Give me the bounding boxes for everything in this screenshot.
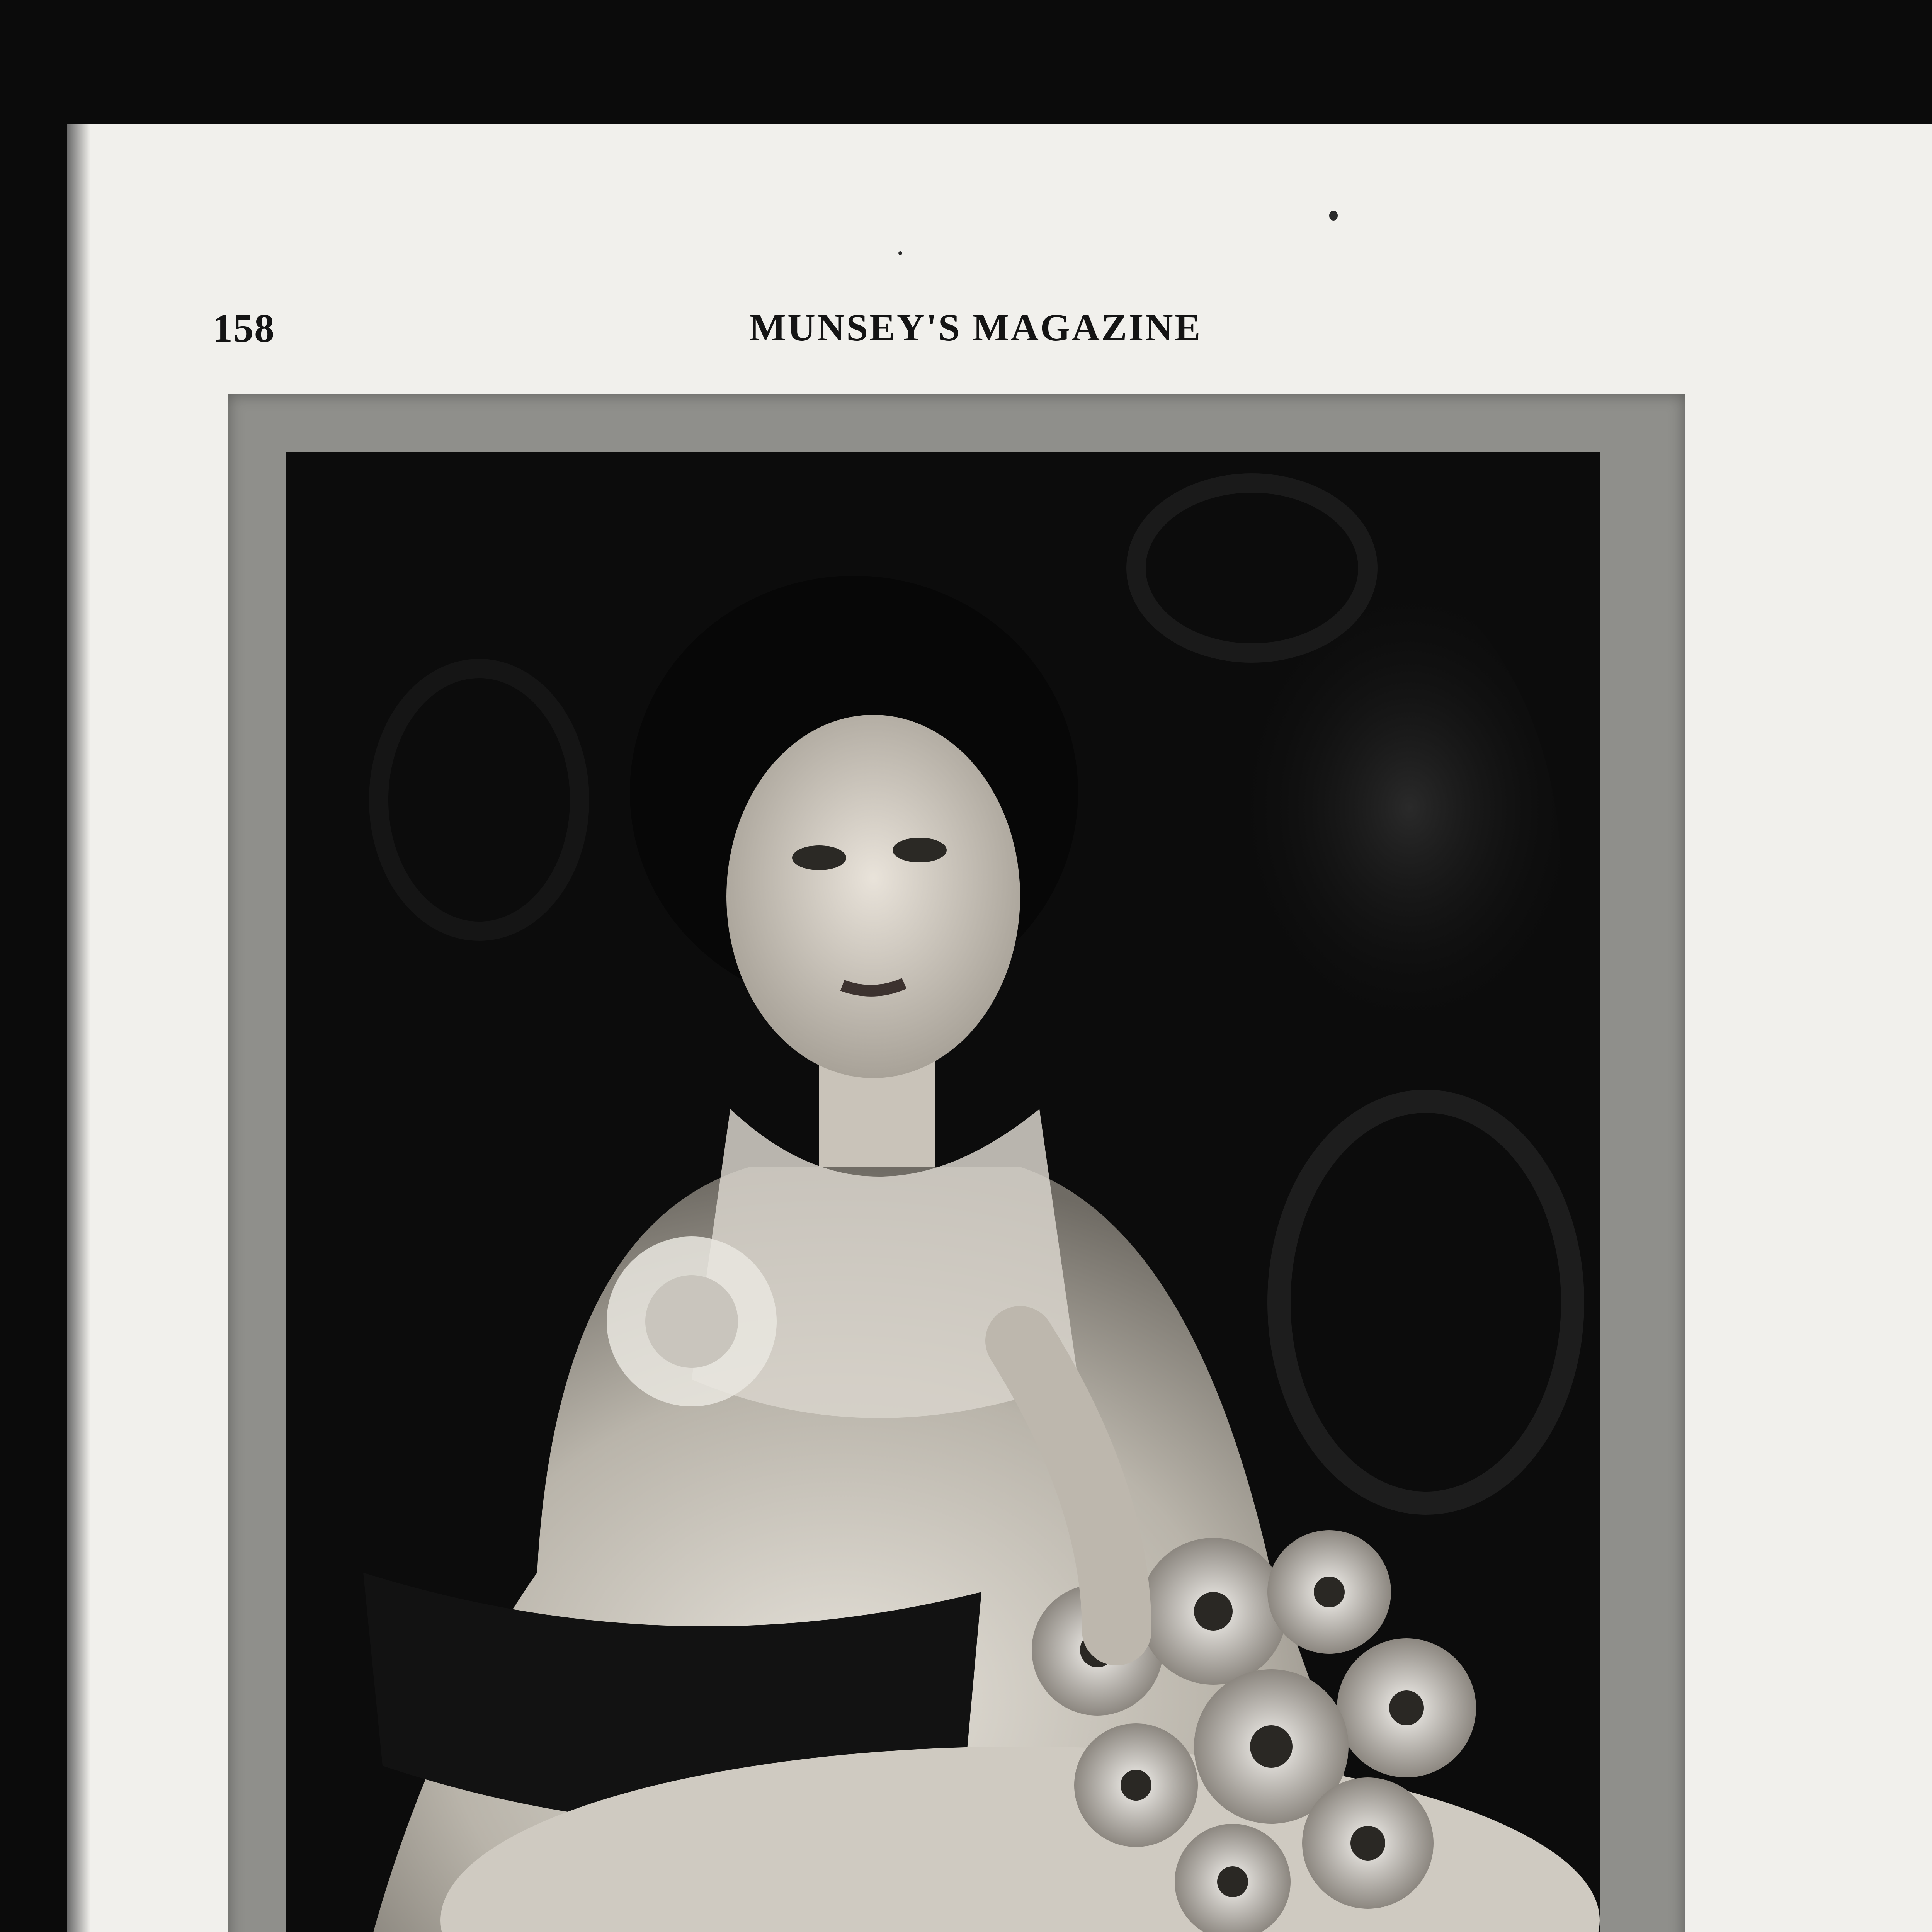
portrait-photo bbox=[286, 452, 1600, 1932]
page-header bbox=[213, 305, 1739, 359]
photo-frame bbox=[228, 394, 1685, 1932]
page-number: 158 bbox=[213, 306, 275, 350]
portrait-illustration bbox=[286, 452, 1600, 1932]
dust-speck bbox=[1329, 211, 1338, 221]
dust-speck bbox=[898, 251, 902, 255]
spine-shadow bbox=[67, 124, 90, 1932]
running-head: MUNSEY'S MAGAZINE bbox=[749, 306, 1202, 349]
